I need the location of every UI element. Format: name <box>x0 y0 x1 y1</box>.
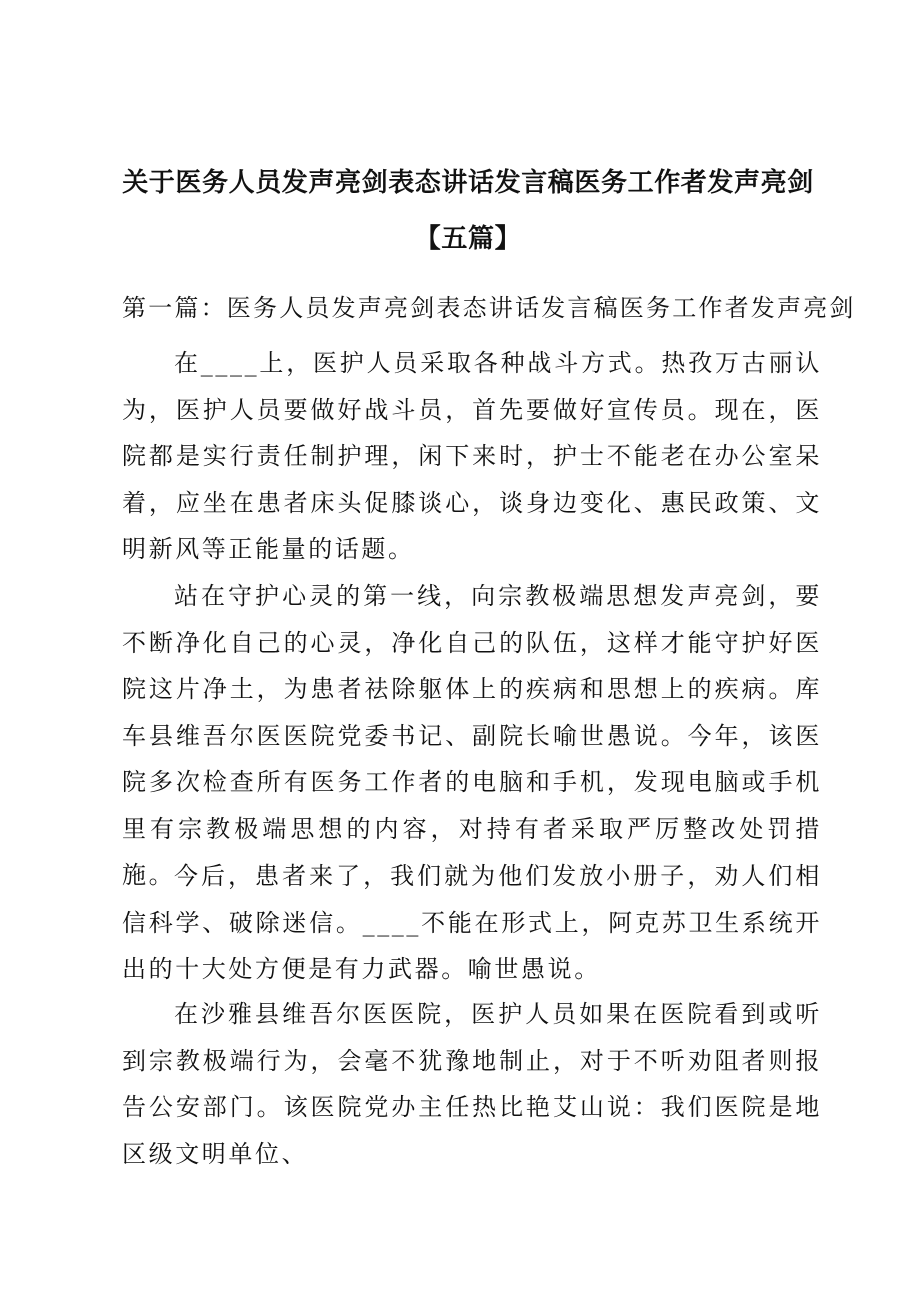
paragraph: 在沙雅县维吾尔医医院，医护人员如果在医院看到或听到宗教极端行为，会毫不犹豫地制止，对于不听劝阻者则报告公安部门。该医院党办主任热比艳艾山说：我们医院是地区级文明单位、 <box>122 1000 822 1168</box>
document-title: 关于医务人员发声亮剑表态讲话发言稿医务工作者发声亮剑【五篇】 <box>122 168 814 254</box>
section-heading: 第一篇：医务人员发声亮剑表态讲话发言稿医务工作者发声亮剑 <box>122 294 856 322</box>
paragraph: 在____上，医护人员采取各种战斗方式。热孜万古丽认为，医护人员要做好战斗员，首先要做好宣传员。现在，医院都是实行责任制护理，闲下来时，护士不能老在办公室呆着，应坐在患者床头促膝谈心，谈身边变化、惠民政策、文明新风等正能量的话题。 <box>122 349 822 563</box>
paragraph: 站在守护心灵的第一线，向宗教极端思想发声亮剑，要不断净化自己的心灵，净化自己的队伍，这样才能守护好医院这片净土，为患者祛除躯体上的疾病和思想上的疾病。库车县维吾尔医医院党委书记、副院长喻世愚说。今年，该医院多次检查所有医务工作者的电脑和手机，发现电脑或手机里有宗教极端思想的内容，对持有者采取严厉整改处罚措施。 <box>122 582 822 889</box>
paragraph: 今后，患者来了，我们就为他们发放小册子，劝人们相信科学、破除迷信。____不能在形式上，阿克苏卫生系统开出的十大处方便是有力武器。喻世愚说。 <box>122 862 822 983</box>
